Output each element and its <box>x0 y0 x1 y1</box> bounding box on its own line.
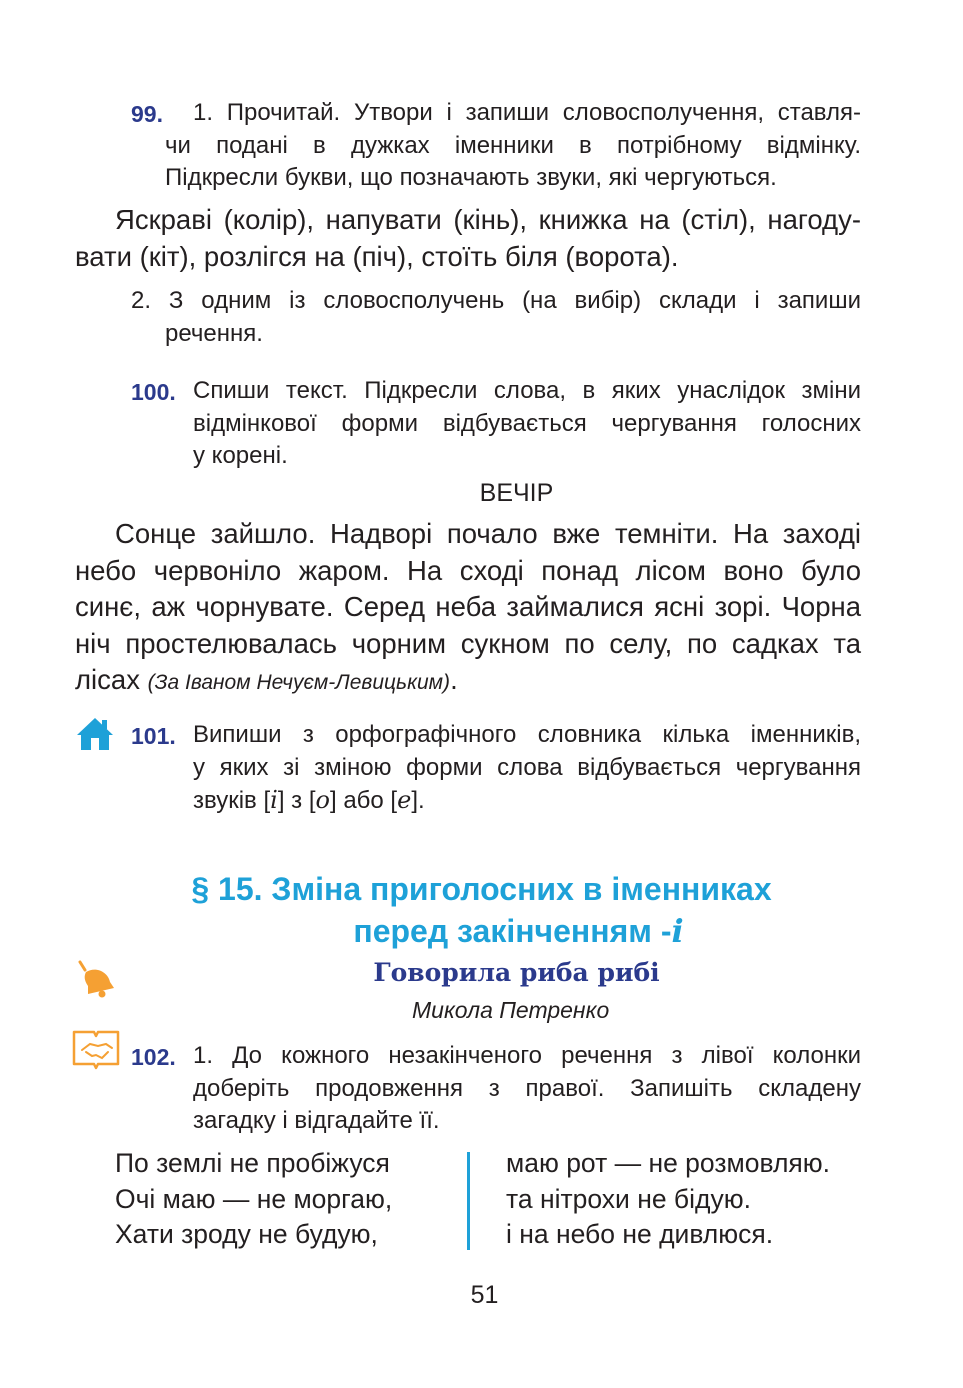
poem-left-column <box>115 1146 392 1253</box>
section-heading-line1: § 15. Зміна приголосних в іменниках <box>191 871 772 907</box>
sounds-text: звуків [ <box>193 787 271 814</box>
text-title: ВЕЧІР <box>479 479 554 507</box>
page-number: 51 <box>470 1281 499 1309</box>
exercise-99-phrases <box>75 202 861 275</box>
section-heading <box>0 868 963 952</box>
text-line: синє, аж чорнувате. Серед неба займалися ясні зорі. Чорна <box>75 591 861 622</box>
exercise-number-99: 99. <box>131 101 163 127</box>
exercise-number-101: 101. <box>131 723 176 749</box>
exercise-101-task <box>193 719 861 818</box>
text-line: вати (кіт), розлігся на (піч), стоїть біля (ворота). <box>75 240 679 272</box>
poem-line: Хати зроду не будую, <box>115 1219 378 1249</box>
text-line: небо червоніло жаром. На сході понад лісом воно було <box>75 554 861 586</box>
text-line: Спиши текст. Підкресли слова, в яких унаслідок зміни <box>193 377 861 404</box>
sounds-text: ] або [ <box>329 787 398 814</box>
text-line: у корені. <box>193 442 288 469</box>
text-line: Яскраві (колір), напувати (кінь), книжка на (стіл), нагоду- <box>115 204 861 235</box>
poem-right-column <box>506 1146 830 1253</box>
text-line: 2. З одним із словосполучень (на вибір) склади і запиши <box>131 287 861 314</box>
text-line: доберіть продовження з правої. Запишіть складену <box>193 1074 861 1102</box>
exercise-100-task <box>193 375 861 473</box>
text-line: Випиши з орфографічного словника кілька іменників, <box>193 721 861 748</box>
text-line: 1. Прочитай. Утвори і запиши словосполучення, ставля- <box>193 99 861 126</box>
text-line: чи подані в дужках іменники в потрібному відмінку. <box>165 131 861 159</box>
poem-line: і на небо не дивлюся. <box>506 1219 774 1249</box>
text-line: Підкресли букви, що позначають звуки, які чергуються. <box>165 164 777 191</box>
exercise-100-text <box>75 516 861 702</box>
text-line: 1. До кожного незакінченого речення з лівої колонки <box>193 1042 861 1069</box>
section-heading-line2 <box>0 910 963 952</box>
phoneme-o: о <box>315 786 330 814</box>
text-last-start: лісах <box>75 664 148 695</box>
column-divider <box>467 1152 470 1250</box>
exercise-99-part1 <box>165 97 861 195</box>
exercise-number-102: 102. <box>131 1044 176 1070</box>
text-last-end: . <box>450 664 458 695</box>
text-source: (За Іваном Нечуєм-Левицьким) <box>147 671 451 694</box>
text-line: загадку і відгадайте її. <box>193 1107 440 1134</box>
text-line: у яких зі зміною форми слова відбувається чергування <box>193 753 861 781</box>
poem-line: Очі маю — не моргаю, <box>115 1183 393 1214</box>
section-heading-text: перед закінченням - <box>353 913 672 949</box>
exercise-99-part2 <box>131 285 861 350</box>
reading-title: Говорила риба рибі <box>373 958 660 987</box>
text-line-last <box>75 662 861 702</box>
poem-line: та нітрохи не бідую. <box>506 1183 751 1214</box>
sounds-text: ] з [ <box>277 787 316 814</box>
phoneme-e: е <box>397 786 412 814</box>
text-line: речення. <box>165 319 263 347</box>
section-heading-ending: і <box>671 912 684 950</box>
exercise-number-100: 100. <box>131 379 176 405</box>
reading-author: Микола Петренко <box>412 997 610 1023</box>
exercise-102-task <box>193 1040 861 1138</box>
poem-line: По землі не пробіжуся <box>115 1148 390 1178</box>
sounds-text: ]. <box>411 787 425 814</box>
handshake-book-icon <box>72 1028 120 1070</box>
text-line: відмінкової форми відбувається чергування голосних <box>193 409 861 437</box>
home-icon <box>75 716 115 752</box>
text-line: Сонце зайшло. Надворі почало вже темніти. На заході <box>115 518 861 549</box>
text-line: ніч простелювалась чорним сукном по селу, по садках та <box>75 627 861 659</box>
phoneme-i: і <box>270 786 278 814</box>
poem-line: маю рот — не розмовляю. <box>506 1148 830 1178</box>
text-line <box>193 784 861 818</box>
